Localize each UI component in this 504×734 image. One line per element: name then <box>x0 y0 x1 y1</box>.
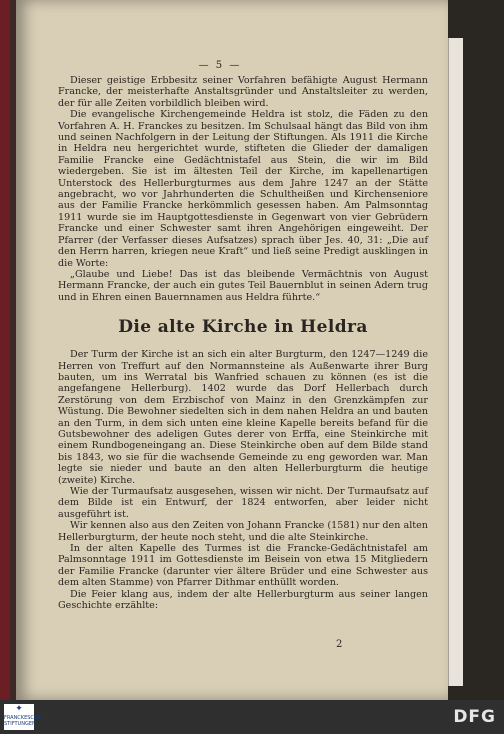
paragraph-7: In der alten Kapelle des Turmes ist die Francke-Gedächtnistafel am Palmsonntage 1911 im Gottesdienste im Beisein von etwa 15 Mitgliedern der Familie Francke (darunter vier ältere Brüder und eine Schwester aus dem alten Stamme) von Pfarrer Dithmar enthüllt worden. <box>58 543 428 589</box>
paragraph-5: Wie der Turmaufsatz ausgesehen, wissen wir nicht. Der Turmaufsatz auf dem Bilde ist ein Entwurf, der 1824 entworfen, aber leider nicht ausgeführt ist. <box>58 486 428 520</box>
paragraph-8: Die Feier klang aus, indem der alte Hellerburgturm aus seiner langen Geschichte erzählte: <box>58 588 428 612</box>
logo-text: FRANCKESCHE STIFTUNGEN <box>4 715 41 727</box>
page-text <box>58 75 428 611</box>
book-spine <box>0 0 10 700</box>
franckesche-stiftungen-logo[interactable] <box>4 704 41 730</box>
paragraph-1: Dieser geistige Erbbesitz seiner Vorfahren befähigte August Hermann Francke, der meisterhafte Anstaltsgründer und Anstaltsleiter zu werden, der für alle Zeiten vorbildlich bleiben wird. <box>58 75 428 109</box>
page-header: — 5 — <box>198 60 242 71</box>
dfg-logo[interactable]: DFG <box>453 707 496 727</box>
paragraph-4: Der Turm der Kirche ist an sich ein alter Burgturm, den 1247—1249 die Herren von Treffurt auf den Normannsteine als Außenwarte ihrer Burg bauten, um ins Werratal bis Wanfried schauen zu können (es ist die angefangene Hellerburg). 1402 wurde das Dorf Hellerbach durch Zerstörung von dem Erzbischof von Mainz in den Grenzkämpfen zur Wüstung. Die Bewohner siedelten sich in dem nahen Heldra an und bauten an den Turm, in dem sich unten eine kleine Kapelle bereits befand für die Gutsbewohner des adeligen Gutes derer von Erffa, eine Steinkirche mit einem Rundbogeneingang an. Diese Steinkirche oben auf dem Bilde stand bis 1843, wo sie für die wachsende Gemeinde zu eng geworden war. Man legte sie nieder und baute an den alten Hellerburgturm die heutige (zweite) Kirche. <box>58 349 428 486</box>
paragraph-2: Die evangelische Kirchengemeinde Heldra ist stolz, die Fäden zu den Vorfahren A. H. Franckes zu besitzen. Im Schulsaal hängt das Bild von ihm und seinen Nachfolgern in der Leitung der Stiftungen. Als 1911 die Kirche in Heldra neu hergerichtet wurde, stifteten die Glieder der damaligen Familie Francke eine Gedächtnistafel aus Stein, die wir im Bild wiedergeben. Sie ist im ältesten Teil der Kirche, im kapellenartigen Unterstock des Hellerburgturmes aus dem Jahre 1247 an der Stätte angebracht, wo vor Jahrhunderten die Schultheißen und Kirchenseniore aus der Familie Francke herkömmlich gesessen haben. Am Palmsonntag 1911 wurde sie im Hauptgottesdienste in Gegenwart von vier Gebrüdern Francke und einer Schwester samt ihren Angehörigen eingeweiht. Der Pfarrer (der Verfasser dieses Aufsatzes) sprach über Jes. 40, 31: „Die auf den Herrn harren, kriegen neue Kraft“ und ließ seine Predigt ausklingen in die Worte: <box>58 109 428 269</box>
paragraph-6: Wir kennen also aus den Zeiten von Johann Francke (1581) nur den alten Hellerburgturm, der heute noch steht, und die alte Steinkirche. <box>58 520 428 543</box>
logo-mark-icon: ✦ <box>15 704 23 714</box>
section-heading: Die alte Kirche in Heldra <box>118 317 368 338</box>
paragraph-3: „Glaube und Liebe! Das ist das bleibende Vermächtnis von August Hermann Francke, der auch ein gutes Teil Bauernblut in seinen Adern trug und in Ehren einen Bauernnamen aus Heldra führte.“ <box>58 268 428 303</box>
page-edge <box>448 38 463 686</box>
footer-page-number: 2 <box>336 639 343 650</box>
viewer-footer <box>0 700 504 734</box>
